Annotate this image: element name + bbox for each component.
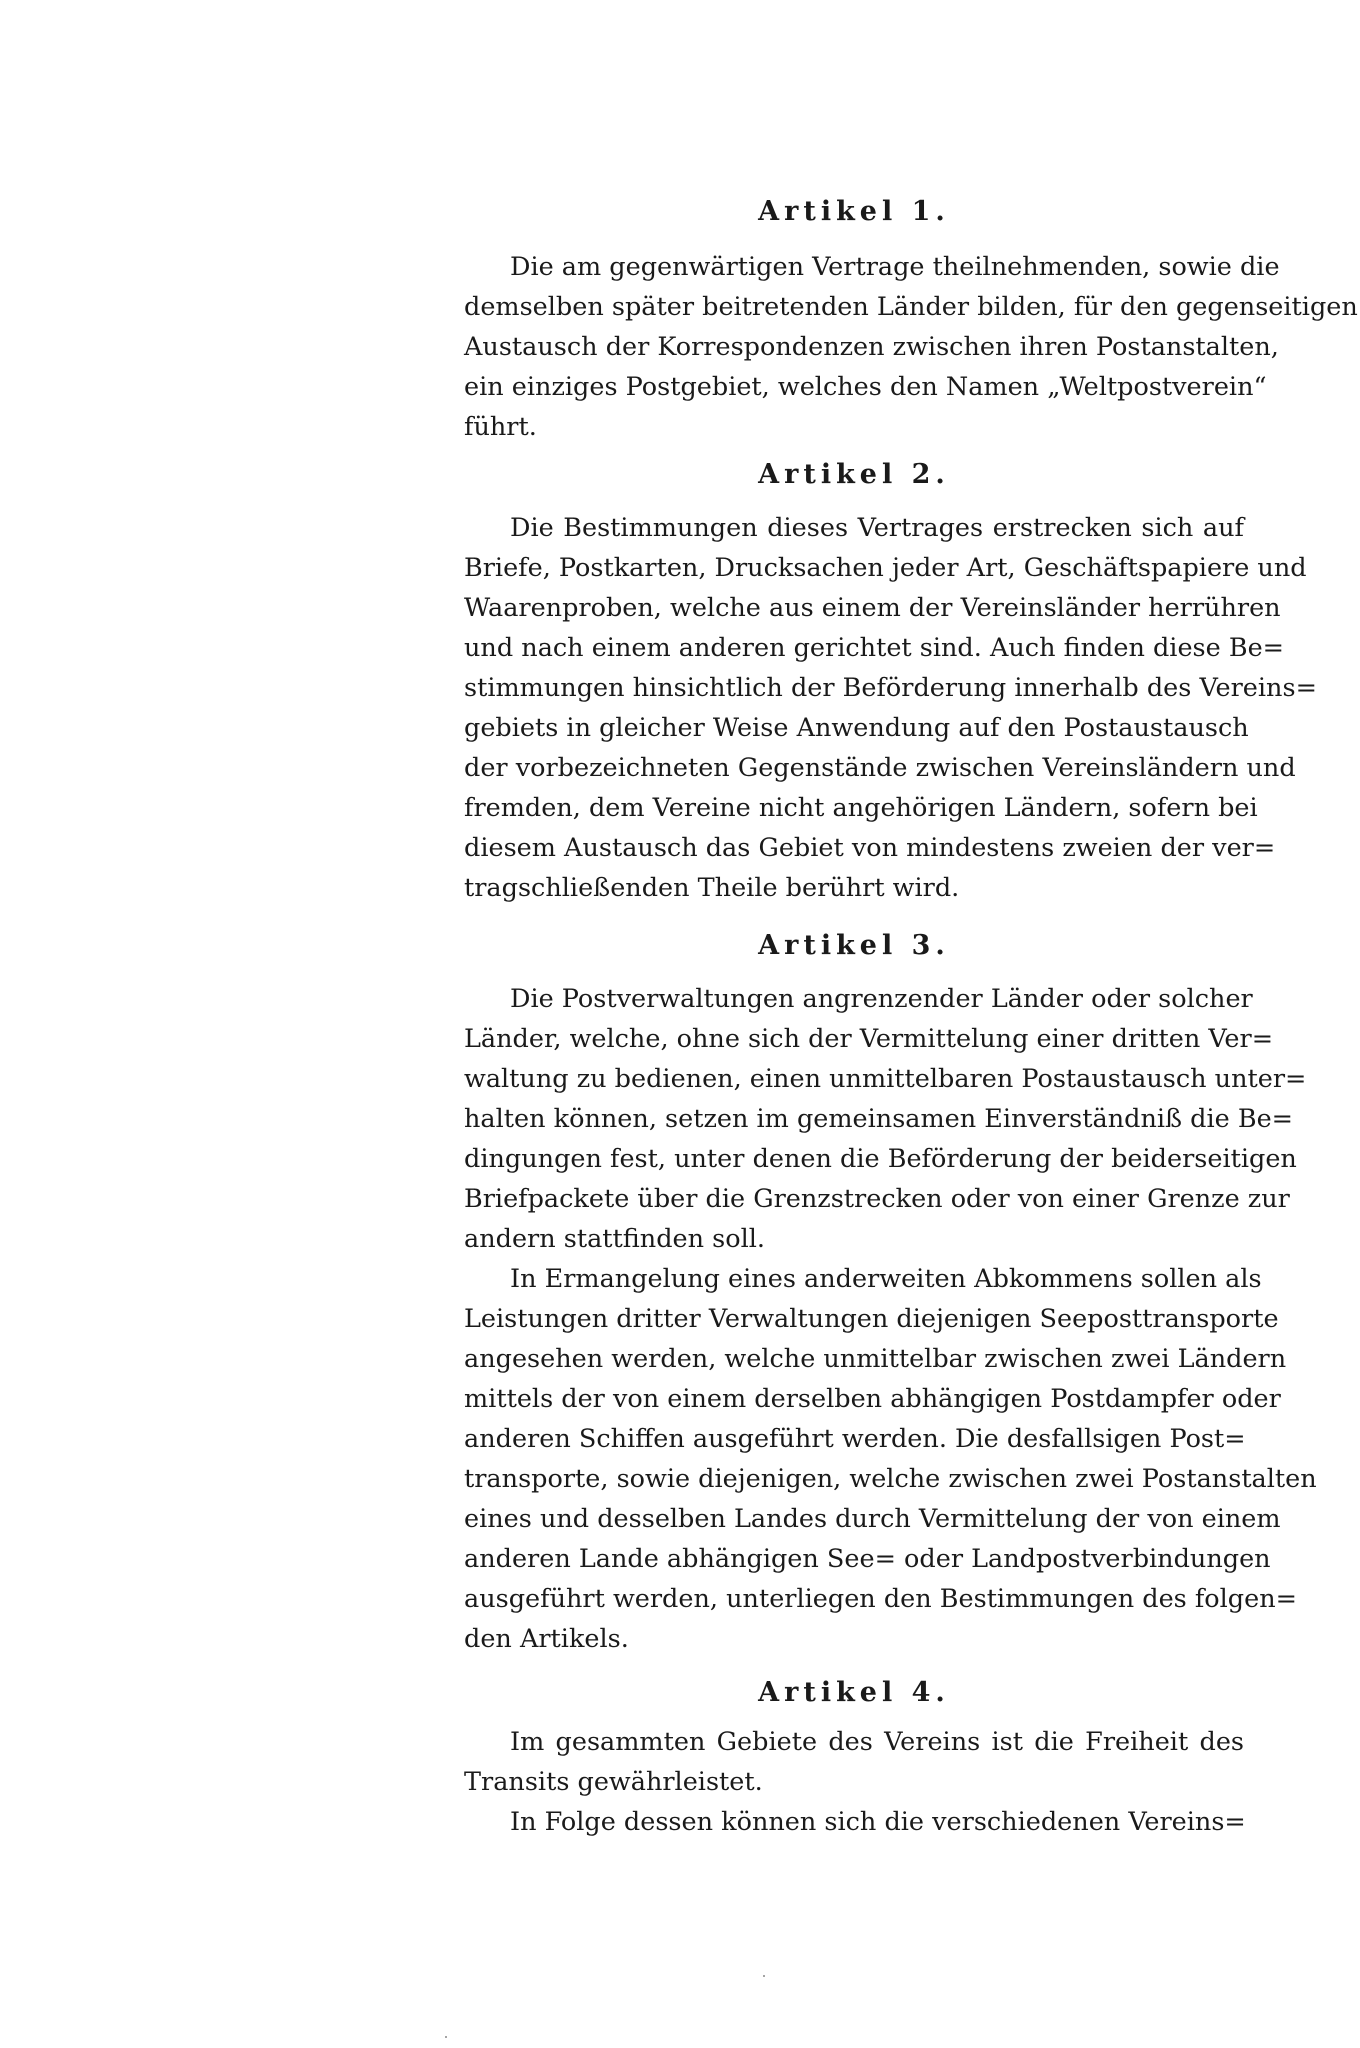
text-line: mittels der von einem derselben abhängigen Postdampfer oder [464,1384,1281,1414]
text-line: Länder, welche, ohne sich der Vermittelung einer dritten Ver= [464,1024,1274,1054]
text-line: Im gesammten Gebiete des Vereins ist die Freiheit des [510,1727,1244,1757]
text-line: Transits gewährleistet. [464,1767,763,1797]
text-line: und nach einem anderen gerichtet sind. Auch finden diese Be= [464,633,1285,663]
text-line: der vorbezeichneten Gegenstände zwischen Vereinsländern und [464,753,1296,783]
text-line: demselben später beitretenden Länder bilden, für den gegenseitigen [464,292,1358,322]
article-2-paragraph-1 [464,508,1317,908]
article-3-body [464,979,1317,1659]
article-4-paragraph-2 [464,1802,1244,1842]
text-line: Die Bestimmungen dieses Vertrages erstrecken sich auf [510,513,1244,543]
text-line: stimmungen hinsichtlich der Beförderung innerhalb des Vereins= [464,673,1317,703]
text-line: fremden, dem Vereine nicht angehörigen Ländern, sofern bei [464,793,1258,823]
text-line: andern stattfinden soll. [464,1224,766,1254]
text-line: angesehen werden, welche unmittelbar zwischen zwei Ländern [464,1344,1287,1374]
text-line: dingungen fest, unter denen die Beförderung der beiderseitigen [464,1144,1297,1174]
article-3-paragraph-1 [464,979,1307,1259]
paper-speck [445,2036,447,2038]
text-line: anderen Lande abhängigen See= oder Landpostverbindungen [464,1544,1271,1574]
text-line: Briefe, Postkarten, Drucksachen jeder Art, Geschäftspapiere und [464,553,1307,583]
text-line: ausgeführt werden, unterliegen den Bestimmungen des folgen= [464,1584,1297,1614]
text-line: In Folge dessen können sich die verschiedenen Vereins= [510,1807,1246,1837]
document-page [464,196,1358,1842]
article-2-body [464,508,1317,908]
text-line: waltung zu bedienen, einen unmittelbaren Postaustausch unter= [464,1064,1307,1094]
article-3-paragraph-2 [464,1259,1317,1659]
text-line: gebiets in gleicher Weise Anwendung auf den Postaustausch [464,713,1249,743]
text-line: den Artikels. [464,1624,629,1654]
text-line: diesem Austausch das Gebiet von mindestens zweien der ver= [464,833,1276,863]
article-2-heading: Artikel 2. [758,459,950,490]
text-line: Die am gegenwärtigen Vertrage theilnehmenden, sowie die [510,252,1280,282]
article-1-paragraph-1 [464,247,1358,447]
article-4-body [464,1722,1244,1842]
text-line: transporte, sowie diejenigen, welche zwischen zwei Postanstalten [464,1464,1317,1494]
text-line: In Ermangelung eines anderweiten Abkommens sollen als [510,1264,1262,1294]
text-line: tragschließenden Theile berührt wird. [464,873,960,903]
text-line: eines und desselben Landes durch Vermittelung der von einem [464,1504,1281,1534]
article-1-body [464,247,1358,447]
text-line: Austausch der Korrespondenzen zwischen ihren Postanstalten, [464,332,1279,362]
paper-speck [763,1975,765,1977]
text-line: anderen Schiffen ausgeführt werden. Die desfallsigen Post= [464,1424,1246,1454]
text-line: halten können, setzen im gemeinsamen Einverständniß die Be= [464,1104,1294,1134]
text-line: führt. [464,412,537,442]
text-line: ein einziges Postgebiet, welches den Namen „Weltpostverein“ [464,372,1267,402]
text-line: Waarenproben, welche aus einem der Vereinsländer herrühren [464,593,1281,623]
article-4-heading: Artikel 4. [758,1677,950,1708]
article-1-heading: Artikel 1. [758,196,950,227]
article-3-heading: Artikel 3. [758,930,950,961]
text-line: Leistungen dritter Verwaltungen diejenigen Seeposttransporte [464,1304,1279,1334]
text-line: Briefpackete über die Grenzstrecken oder von einer Grenze zur [464,1184,1290,1214]
text-line: Die Postverwaltungen angrenzender Länder oder solcher [510,984,1253,1014]
article-4-paragraph-1 [464,1722,1244,1802]
